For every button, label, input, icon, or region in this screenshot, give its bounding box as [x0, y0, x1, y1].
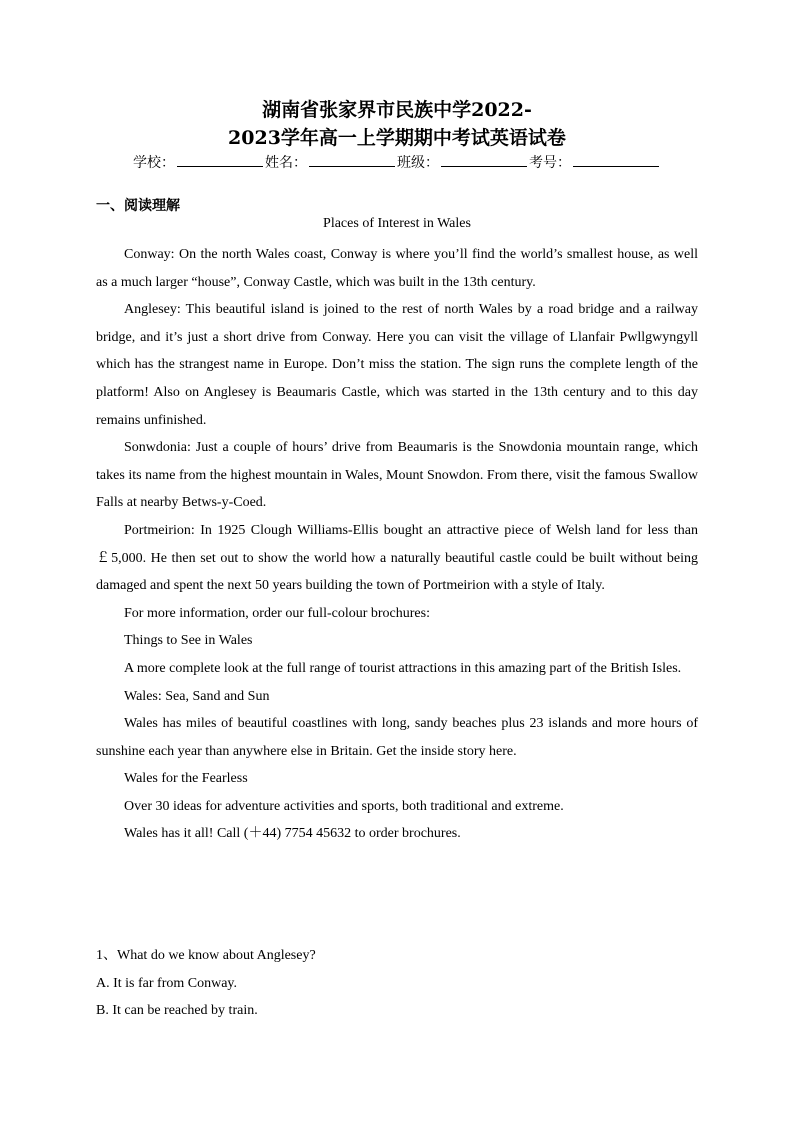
passage-body	[96, 241, 698, 848]
brochure-title-3: Wales for the Fearless	[124, 771, 248, 787]
paragraph-snowdonia: Sonwdonia: Just a couple of hours’ drive from Beaumaris is the Snowdonia mountain range, which takes its name from the highest mountain in Wales, Mount Snowdon. From there, visit the famous Swallow Falls at nearby Betws-y-Coed.	[96, 440, 698, 511]
question-1	[96, 942, 698, 1025]
call-to-action: Wales has it all! Call (＋44) 7754 45632 to order brochures.	[124, 826, 461, 842]
school-blank[interactable]	[177, 152, 263, 167]
brochure-desc-3: Over 30 ideas for adventure activities and sports, both traditional and extreme.	[124, 798, 564, 814]
exam-number-label: 考号：	[529, 156, 571, 171]
paragraph-portmeirion: Portmeirion: In 1925 Clough Williams-Ellis bought an attractive piece of Welsh land for less than ￡5,000. He then set out to show the world how a naturally beautiful castle could be built without being damaged and spent the next 50 years building the town of Portmeirion with a style of Italy.	[96, 522, 698, 594]
exam-number-blank[interactable]	[573, 152, 659, 167]
passage-title: Places of Interest in Wales	[323, 216, 471, 231]
brochure-title-2: Wales: Sea, Sand and Sun	[124, 688, 270, 704]
class-label: 班级：	[397, 156, 439, 171]
brochure-title-1: Things to See in Wales	[124, 633, 253, 649]
section-heading: 一、阅读理解	[96, 198, 180, 214]
brochure-desc-1: A more complete look at the full range of tourist attractions in this amazing part of the British Isles.	[124, 660, 682, 676]
paragraph-anglesey: Anglesey: This beautiful island is joined to the rest of north Wales by a road bridge and a railway bridge, and it’s just a short drive from Conway. Here you can visit the village of Llanfair Pwllgwyngyll which has the strangest name in Europe. Don’t miss the station. The sign runs the complete length of the platform! Also on Anglesey is Beaumaris Castle, which was started in the 13th century and to this day remains unfinished.	[96, 302, 698, 428]
name-label: 姓名：	[265, 156, 307, 171]
brochure-desc-2: Wales has miles of beautiful coastlines with long, sandy beaches plus 23 islands and more hours of sunshine each year than anywhere else in Britain. Get the inside story here.	[96, 716, 698, 759]
school-label: 学校：	[133, 156, 175, 171]
student-info-line	[0, 152, 794, 175]
exam-title-line2: 2023学年高一上学期期中考试英语试卷	[228, 127, 566, 149]
paragraph-conway: Conway: On the north Wales coast, Conway is where you’ll find the world’s smallest house, as well as a much larger “house”, Conway Castle, which was built in the 13th century.	[96, 247, 698, 290]
class-blank[interactable]	[441, 152, 527, 167]
exam-title-line1: 湖南省张家界市民族中学2022-	[262, 99, 532, 121]
paragraph-more-info: For more information, order our full-colour brochures:	[124, 605, 430, 621]
name-blank[interactable]	[309, 152, 395, 167]
question-1-option-a[interactable]: A. It is far from Conway.	[96, 975, 238, 991]
question-1-option-b[interactable]: B. It can be reached by train.	[96, 1003, 258, 1019]
question-1-stem: 1、What do we know about Anglesey?	[96, 948, 316, 963]
